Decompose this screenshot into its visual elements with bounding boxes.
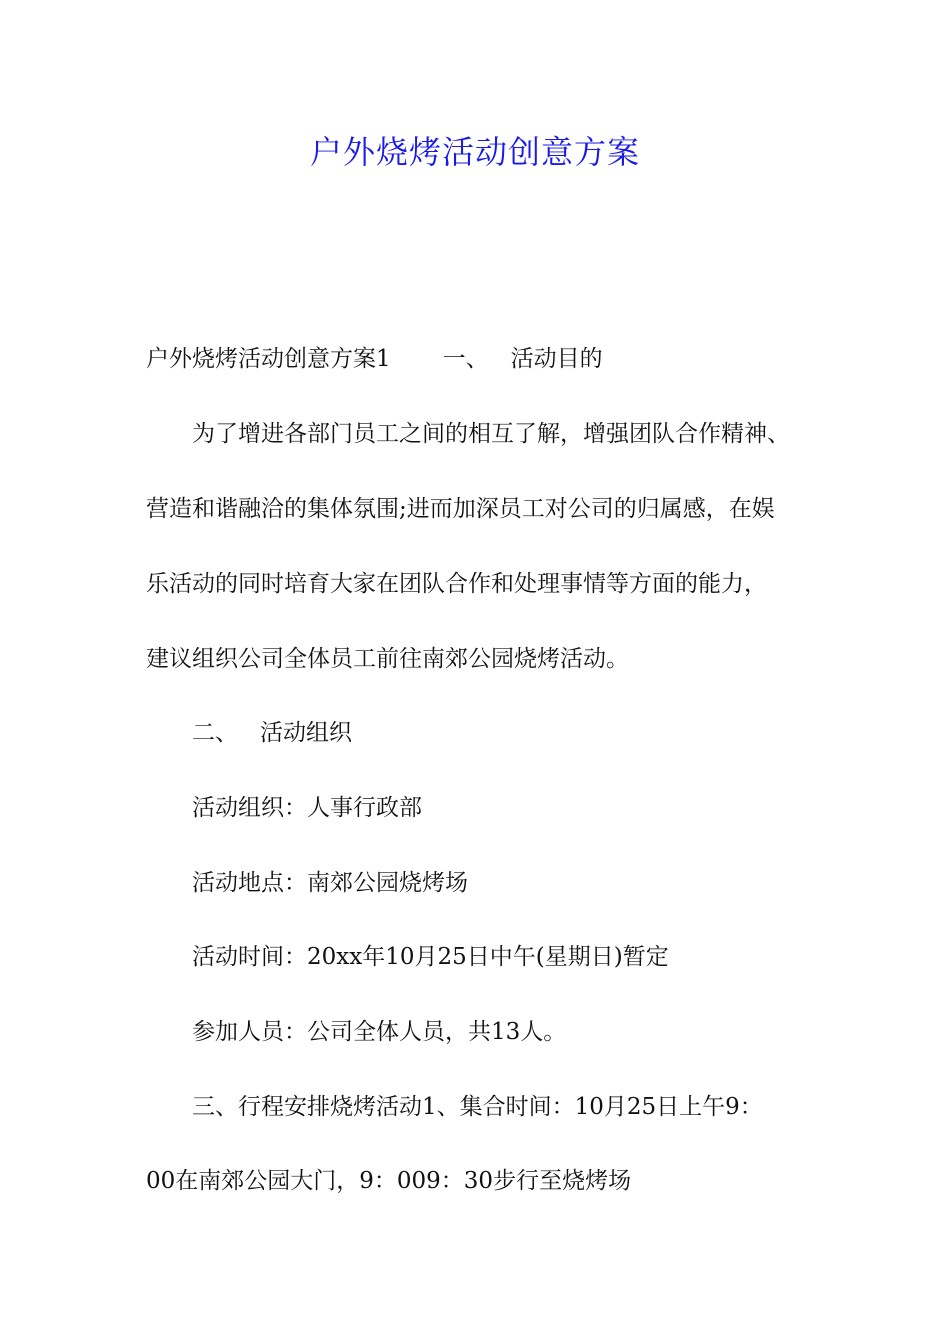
section-3-line-2: 00在南郊公园大门，9：009：30步行至烧烤场 [146,1168,632,1194]
intro-heading-line [146,343,826,375]
purpose-line-2: 营造和谐融洽的集体氛围;进而加深员工对公司的归属感，在娱 [146,496,775,522]
document-title: 户外烧烤活动创意方案 [309,133,640,171]
detail-time: 活动时间：20xx年10月25日中午(星期日)暂定 [192,944,669,970]
section-1-number: 一、 [442,346,489,372]
purpose-line-4: 建议组织公司全体员工前往南郊公园烧烤活动。 [146,646,629,672]
section-2-number: 二、 [192,720,238,746]
detail-location: 活动地点：南郊公园烧烤场 [192,870,468,896]
section-2-title: 活动组织 [260,720,352,746]
purpose-line-1: 为了增进各部门员工之间的相互了解，增强团队合作精神、 [192,421,790,447]
document-name: 户外烧烤活动创意方案1 [146,346,391,372]
section-2-heading [192,717,872,749]
detail-participants: 参加人员：公司全体人员，共13人。 [192,1019,567,1045]
section-3-line-1: 三、行程安排烧烤活动1、集合时间：10月25日上午9： [192,1094,763,1120]
section-1-title: 活动目的 [510,346,603,372]
purpose-line-3: 乐活动的同时培育大家在团队合作和处理事情等方面的能力， [146,571,767,597]
detail-organizer: 活动组织：人事行政部 [192,795,422,821]
